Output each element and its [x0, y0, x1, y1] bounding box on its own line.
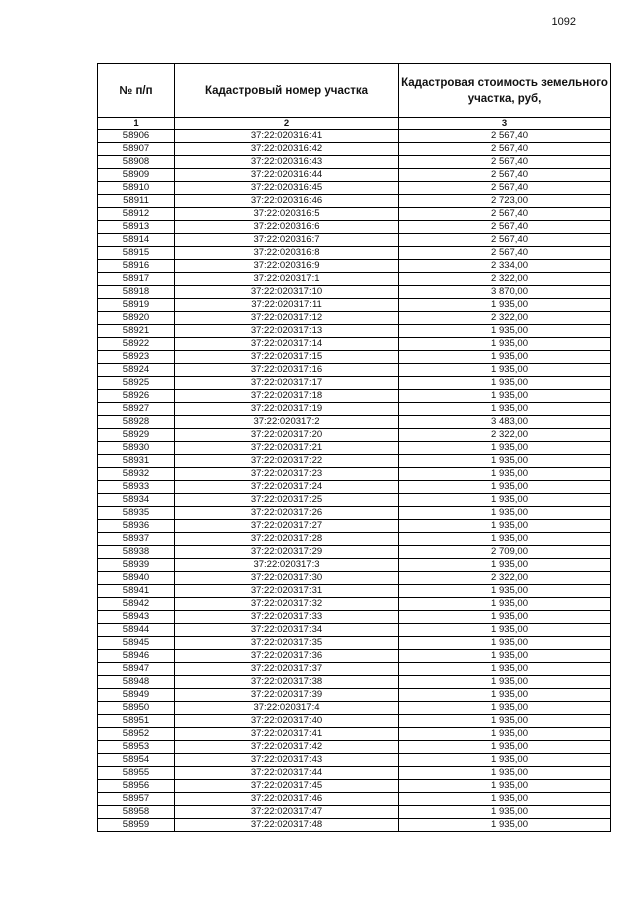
cadastral-value-cell: 1 935,00 — [399, 793, 611, 806]
cadastral-number-cell: 37:22:020317:32 — [175, 598, 399, 611]
table-row — [98, 637, 611, 650]
row-number-cell: 58911 — [98, 195, 175, 208]
cadastral-number-cell: 37:22:020317:19 — [175, 403, 399, 416]
row-number-cell: 58906 — [98, 130, 175, 143]
cadastral-number-cell: 37:22:020317:13 — [175, 325, 399, 338]
row-number-cell: 58935 — [98, 507, 175, 520]
table-row — [98, 585, 611, 598]
cadastral-value-cell: 2 567,40 — [399, 208, 611, 221]
table-row — [98, 247, 611, 260]
cadastral-number-cell: 37:22:020317:27 — [175, 520, 399, 533]
table-row — [98, 676, 611, 689]
cadastral-value-cell: 2 723,00 — [399, 195, 611, 208]
cadastral-value-cell: 2 567,40 — [399, 143, 611, 156]
cadastral-number-cell: 37:22:020316:45 — [175, 182, 399, 195]
cadastral-value-cell: 1 935,00 — [399, 481, 611, 494]
cadastral-value-cell: 1 935,00 — [399, 637, 611, 650]
cadastral-value-cell: 1 935,00 — [399, 494, 611, 507]
cadastral-value-cell: 2 322,00 — [399, 312, 611, 325]
row-number-cell: 58923 — [98, 351, 175, 364]
row-number-cell: 58946 — [98, 650, 175, 663]
row-number-cell: 58955 — [98, 767, 175, 780]
cadastral-value-cell: 1 935,00 — [399, 650, 611, 663]
cadastral-value-cell: 1 935,00 — [399, 455, 611, 468]
row-number-cell: 58948 — [98, 676, 175, 689]
table-row — [98, 416, 611, 429]
row-number-cell: 58947 — [98, 663, 175, 676]
table-row — [98, 533, 611, 546]
cadastral-number-cell: 37:22:020317:37 — [175, 663, 399, 676]
cadastral-number-cell: 37:22:020316:46 — [175, 195, 399, 208]
table-row — [98, 429, 611, 442]
cadastral-value-cell: 1 935,00 — [399, 728, 611, 741]
row-number-cell: 58926 — [98, 390, 175, 403]
cadastral-number-cell: 37:22:020317:42 — [175, 741, 399, 754]
cadastral-number-cell: 37:22:020316:5 — [175, 208, 399, 221]
row-number-cell: 58929 — [98, 429, 175, 442]
table-row — [98, 546, 611, 559]
cadastral-value-cell: 2 567,40 — [399, 221, 611, 234]
cadastral-value-cell: 1 935,00 — [399, 351, 611, 364]
table-row — [98, 156, 611, 169]
row-number-cell: 58921 — [98, 325, 175, 338]
cadastral-value-cell: 1 935,00 — [399, 689, 611, 702]
cadastral-number-cell: 37:22:020317:40 — [175, 715, 399, 728]
cadastral-value-cell: 1 935,00 — [399, 403, 611, 416]
cadastral-value-cell: 1 935,00 — [399, 754, 611, 767]
table-row — [98, 650, 611, 663]
table-row — [98, 390, 611, 403]
row-number-cell: 58940 — [98, 572, 175, 585]
table-row — [98, 130, 611, 143]
table-row — [98, 767, 611, 780]
table-row — [98, 598, 611, 611]
cadastral-value-cell: 1 935,00 — [399, 741, 611, 754]
row-number-cell: 58932 — [98, 468, 175, 481]
table-row — [98, 143, 611, 156]
table-row — [98, 442, 611, 455]
cadastral-number-cell: 37:22:020317:3 — [175, 559, 399, 572]
table-row — [98, 364, 611, 377]
table-row — [98, 806, 611, 819]
table-row — [98, 754, 611, 767]
table-row — [98, 507, 611, 520]
cadastral-number-cell: 37:22:020317:48 — [175, 819, 399, 832]
row-number-cell: 58954 — [98, 754, 175, 767]
row-number-cell: 58950 — [98, 702, 175, 715]
row-number-cell: 58930 — [98, 442, 175, 455]
cadastral-number-cell: 37:22:020317:21 — [175, 442, 399, 455]
row-number-cell: 58936 — [98, 520, 175, 533]
row-number-cell: 58909 — [98, 169, 175, 182]
cadastral-number-cell: 37:22:020317:16 — [175, 364, 399, 377]
table-row — [98, 780, 611, 793]
row-number-cell: 58943 — [98, 611, 175, 624]
cadastral-number-cell: 37:22:020317:36 — [175, 650, 399, 663]
cadastral-value-cell: 1 935,00 — [399, 611, 611, 624]
row-number-cell: 58958 — [98, 806, 175, 819]
cadastral-value-cell: 1 935,00 — [399, 299, 611, 312]
table-row — [98, 728, 611, 741]
row-number-cell: 58927 — [98, 403, 175, 416]
cadastral-number-cell: 37:22:020317:11 — [175, 299, 399, 312]
cadastral-value-cell: 1 935,00 — [399, 325, 611, 338]
table-row — [98, 260, 611, 273]
cadastral-number-cell: 37:22:020316:42 — [175, 143, 399, 156]
cadastral-value-cell: 1 935,00 — [399, 442, 611, 455]
cadastral-value-cell: 1 935,00 — [399, 663, 611, 676]
table-row — [98, 377, 611, 390]
row-number-cell: 58939 — [98, 559, 175, 572]
table-row — [98, 494, 611, 507]
row-number-cell: 58933 — [98, 481, 175, 494]
cadastral-value-cell: 2 322,00 — [399, 429, 611, 442]
row-number-cell: 58910 — [98, 182, 175, 195]
row-number-cell: 58912 — [98, 208, 175, 221]
cadastral-value-cell: 1 935,00 — [399, 533, 611, 546]
cadastral-number-cell: 37:22:020317:29 — [175, 546, 399, 559]
table-row — [98, 182, 611, 195]
cadastral-value-cell: 1 935,00 — [399, 585, 611, 598]
table-body — [98, 130, 611, 832]
table-row — [98, 325, 611, 338]
cadastral-number-cell: 37:22:020317:31 — [175, 585, 399, 598]
row-number-cell: 58934 — [98, 494, 175, 507]
cadastral-number-cell: 37:22:020317:17 — [175, 377, 399, 390]
row-number-cell: 58944 — [98, 624, 175, 637]
table-row — [98, 403, 611, 416]
cadastral-value-cell: 2 567,40 — [399, 234, 611, 247]
table-row — [98, 234, 611, 247]
cadastral-number-cell: 37:22:020317:10 — [175, 286, 399, 299]
cadastral-number-cell: 37:22:020316:7 — [175, 234, 399, 247]
cadastral-number-cell: 37:22:020316:9 — [175, 260, 399, 273]
table-row — [98, 273, 611, 286]
cadastral-value-cell: 1 935,00 — [399, 780, 611, 793]
table-row — [98, 221, 611, 234]
table-row — [98, 299, 611, 312]
cadastral-number-cell: 37:22:020317:18 — [175, 390, 399, 403]
row-number-cell: 58951 — [98, 715, 175, 728]
row-number-cell: 58945 — [98, 637, 175, 650]
column-number-3: 3 — [399, 118, 611, 130]
cadastral-number-cell: 37:22:020317:26 — [175, 507, 399, 520]
table-row — [98, 520, 611, 533]
cadastral-number-cell: 37:22:020317:45 — [175, 780, 399, 793]
cadastral-number-cell: 37:22:020317:1 — [175, 273, 399, 286]
cadastral-value-cell: 2 709,00 — [399, 546, 611, 559]
row-number-cell: 58913 — [98, 221, 175, 234]
cadastral-number-cell: 37:22:020316:43 — [175, 156, 399, 169]
row-number-cell: 58931 — [98, 455, 175, 468]
cadastral-number-cell: 37:22:020317:28 — [175, 533, 399, 546]
cadastral-value-cell: 2 567,40 — [399, 169, 611, 182]
row-number-cell: 58919 — [98, 299, 175, 312]
cadastral-value-cell: 1 935,00 — [399, 598, 611, 611]
cadastral-number-cell: 37:22:020317:20 — [175, 429, 399, 442]
cadastral-number-cell: 37:22:020317:4 — [175, 702, 399, 715]
cadastral-value-cell: 1 935,00 — [399, 520, 611, 533]
row-number-cell: 58937 — [98, 533, 175, 546]
row-number-cell: 58949 — [98, 689, 175, 702]
table-row — [98, 819, 611, 832]
table-row — [98, 572, 611, 585]
table-row — [98, 195, 611, 208]
row-number-cell: 58916 — [98, 260, 175, 273]
cadastral-value-cell: 2 334,00 — [399, 260, 611, 273]
table-row — [98, 286, 611, 299]
page-number: 1092 — [551, 16, 576, 28]
cadastral-number-cell: 37:22:020317:22 — [175, 455, 399, 468]
cadastral-number-cell: 37:22:020317:44 — [175, 767, 399, 780]
table-row — [98, 338, 611, 351]
cadastral-value-cell: 1 935,00 — [399, 624, 611, 637]
cadastral-value-cell: 2 567,40 — [399, 156, 611, 169]
row-number-cell: 58914 — [98, 234, 175, 247]
row-number-cell: 58952 — [98, 728, 175, 741]
row-number-cell: 58915 — [98, 247, 175, 260]
table-row — [98, 468, 611, 481]
cadastral-value-cell: 1 935,00 — [399, 715, 611, 728]
table-row — [98, 455, 611, 468]
table-row — [98, 663, 611, 676]
cadastral-number-cell: 37:22:020317:35 — [175, 637, 399, 650]
cadastral-number-cell: 37:22:020317:30 — [175, 572, 399, 585]
cadastral-table — [97, 63, 611, 832]
cadastral-number-cell: 37:22:020317:34 — [175, 624, 399, 637]
cadastral-value-cell: 3 870,00 — [399, 286, 611, 299]
cadastral-number-cell: 37:22:020317:25 — [175, 494, 399, 507]
cadastral-number-cell: 37:22:020317:15 — [175, 351, 399, 364]
cadastral-value-cell: 2 567,40 — [399, 182, 611, 195]
cadastral-number-cell: 37:22:020317:43 — [175, 754, 399, 767]
row-number-cell: 58917 — [98, 273, 175, 286]
cadastral-number-cell: 37:22:020317:2 — [175, 416, 399, 429]
table-row — [98, 481, 611, 494]
row-number-cell: 58942 — [98, 598, 175, 611]
cadastral-value-cell: 1 935,00 — [399, 507, 611, 520]
table-row — [98, 611, 611, 624]
row-number-cell: 58920 — [98, 312, 175, 325]
header-row-number: № п/п — [98, 64, 175, 118]
table-row — [98, 559, 611, 572]
row-number-cell: 58924 — [98, 364, 175, 377]
column-number-1: 1 — [98, 118, 175, 130]
table-row — [98, 702, 611, 715]
table-row — [98, 793, 611, 806]
cadastral-value-cell: 2 322,00 — [399, 273, 611, 286]
cadastral-number-cell: 37:22:020317:14 — [175, 338, 399, 351]
cadastral-number-cell: 37:22:020317:24 — [175, 481, 399, 494]
cadastral-value-cell: 3 483,00 — [399, 416, 611, 429]
column-number-2: 2 — [175, 118, 399, 130]
cadastral-value-cell: 1 935,00 — [399, 676, 611, 689]
cadastral-value-cell: 1 935,00 — [399, 390, 611, 403]
cadastral-value-cell: 1 935,00 — [399, 767, 611, 780]
row-number-cell: 58956 — [98, 780, 175, 793]
cadastral-number-cell: 37:22:020317:38 — [175, 676, 399, 689]
table-header — [98, 64, 611, 130]
row-number-cell: 58953 — [98, 741, 175, 754]
cadastral-value-cell: 1 935,00 — [399, 559, 611, 572]
table-row — [98, 351, 611, 364]
table-row — [98, 624, 611, 637]
cadastral-value-cell: 1 935,00 — [399, 338, 611, 351]
cadastral-number-cell: 37:22:020317:46 — [175, 793, 399, 806]
row-number-cell: 58957 — [98, 793, 175, 806]
row-number-cell: 58918 — [98, 286, 175, 299]
table-row — [98, 169, 611, 182]
cadastral-value-cell: 1 935,00 — [399, 806, 611, 819]
cadastral-number-cell: 37:22:020317:41 — [175, 728, 399, 741]
cadastral-number-cell: 37:22:020317:23 — [175, 468, 399, 481]
table-row — [98, 741, 611, 754]
cadastral-value-cell: 2 322,00 — [399, 572, 611, 585]
cadastral-number-cell: 37:22:020316:8 — [175, 247, 399, 260]
cadastral-number-cell: 37:22:020317:12 — [175, 312, 399, 325]
row-number-cell: 58922 — [98, 338, 175, 351]
cadastral-value-cell: 1 935,00 — [399, 819, 611, 832]
header-cadastral-number: Кадастровый номер участка — [175, 64, 399, 118]
table-row — [98, 312, 611, 325]
cadastral-number-cell: 37:22:020317:33 — [175, 611, 399, 624]
cadastral-number-cell: 37:22:020317:39 — [175, 689, 399, 702]
cadastral-value-cell: 1 935,00 — [399, 468, 611, 481]
row-number-cell: 58959 — [98, 819, 175, 832]
row-number-cell: 58938 — [98, 546, 175, 559]
cadastral-number-cell: 37:22:020316:6 — [175, 221, 399, 234]
row-number-cell: 58925 — [98, 377, 175, 390]
cadastral-value-cell: 1 935,00 — [399, 702, 611, 715]
header-cadastral-value: Кадастровая стоимость земельного участка, руб, — [399, 64, 611, 118]
cadastral-value-cell: 2 567,40 — [399, 130, 611, 143]
cadastral-number-cell: 37:22:020316:44 — [175, 169, 399, 182]
cadastral-number-cell: 37:22:020317:47 — [175, 806, 399, 819]
cadastral-value-cell: 2 567,40 — [399, 247, 611, 260]
cadastral-value-cell: 1 935,00 — [399, 377, 611, 390]
table-row — [98, 689, 611, 702]
table-row — [98, 208, 611, 221]
row-number-cell: 58908 — [98, 156, 175, 169]
cadastral-value-cell: 1 935,00 — [399, 364, 611, 377]
row-number-cell: 58907 — [98, 143, 175, 156]
row-number-cell: 58928 — [98, 416, 175, 429]
table-row — [98, 715, 611, 728]
cadastral-number-cell: 37:22:020316:41 — [175, 130, 399, 143]
row-number-cell: 58941 — [98, 585, 175, 598]
